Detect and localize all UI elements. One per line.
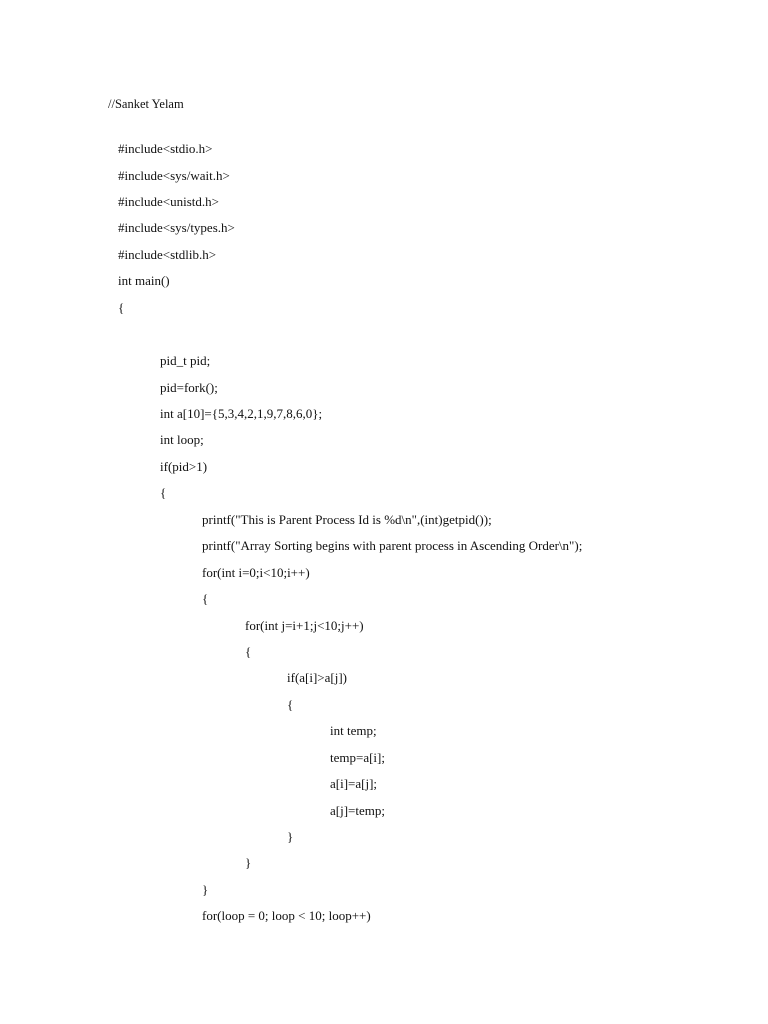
code-line-outer-for: for(int i=0;i<10;i++): [202, 565, 310, 580]
code-line-swap-second: a[j]=temp;: [330, 803, 385, 818]
code-line-inner-for-open-brace: {: [245, 644, 252, 659]
code-line-include-stdio: #include<stdio.h>: [118, 141, 213, 156]
code-line-print-parent-id: printf("This is Parent Process Id is %d\n",(int)getpid());: [202, 512, 492, 527]
code-line-main: int main(): [118, 273, 170, 288]
code-line-temp-declaration: int temp;: [330, 723, 377, 738]
code-line-inner-for: for(int j=i+1;j<10;j++): [245, 618, 364, 633]
author-comment: //Sanket Yelam: [108, 97, 184, 111]
code-line-array-declaration: int a[10]={5,3,4,2,1,9,7,8,6,0};: [160, 406, 323, 421]
code-line-inner-for-close-brace: }: [245, 855, 252, 870]
code-line-include-unistd: #include<unistd.h>: [118, 194, 219, 209]
code-line-if-open-brace: {: [160, 485, 167, 500]
code-line-if-parent: if(pid>1): [160, 459, 208, 474]
code-line-compare-close-brace: }: [287, 829, 294, 844]
code-line-fork: pid=fork();: [160, 380, 218, 395]
code-line-include-types: #include<sys/types.h>: [118, 220, 235, 235]
code-line-compare: if(a[i]>a[j]): [287, 670, 348, 685]
code-line-swap-first: a[i]=a[j];: [330, 776, 378, 791]
code-line-compare-open-brace: {: [287, 697, 294, 712]
code-line-pid-declaration: pid_t pid;: [160, 353, 211, 368]
code-line-outer-for-open-brace: {: [202, 591, 209, 606]
code-line-include-wait: #include<sys/wait.h>: [118, 168, 230, 183]
code-line-outer-for-close-brace: }: [202, 882, 209, 897]
code-line-print-loop: for(loop = 0; loop < 10; loop++): [202, 908, 371, 923]
code-line-temp-assign: temp=a[i];: [330, 750, 385, 765]
code-line-include-stdlib: #include<stdlib.h>: [118, 247, 217, 262]
code-line-loop-declaration: int loop;: [160, 432, 204, 447]
code-line-main-open-brace: {: [118, 300, 125, 315]
code-line-print-sort-message: printf("Array Sorting begins with parent process in Ascending Order\n");: [202, 538, 583, 553]
